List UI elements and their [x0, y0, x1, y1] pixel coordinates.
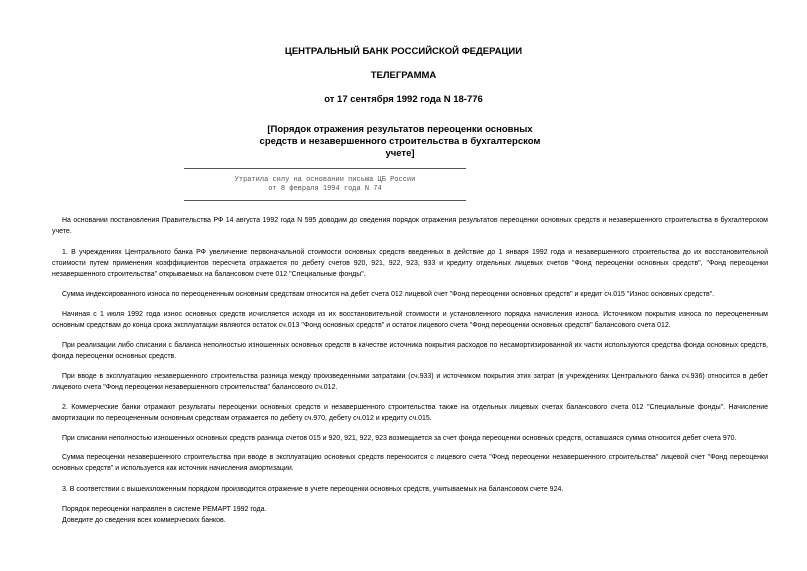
body-paragraph: На основании постановления Правительства РФ 14 августа 1992 года N 595 доводим до сведения порядок отражения результатов переоценки основных средств и незавершенного строительства в бухгалтерском учете.: [52, 217, 768, 235]
document-type: ТЕЛЕГРАММА: [370, 70, 437, 81]
status-note-line-2: от 8 февраля 1994 года N 74: [268, 185, 382, 193]
body-paragraph: Сумма переоценки незавершенного строительства при вводе в эксплуатацию основных средств переносится с лицевого счета "Фонд переоценки незавершенного строительства" лицевой счет "Фонд переоценки основных средств" и используется как источник начисления амортизации.: [52, 454, 768, 472]
body-paragraph: Сумма индексированного износа по переоцененным основным средствам относится на дебет счета 012 лицевой счет "Фонд переоценки основных средств" и кредит сч.015 "Износ основных средств".: [62, 291, 715, 298]
body-paragraph: Порядок переоценки направлен в системе РЕМАРТ 1992 года.: [62, 506, 267, 513]
body-paragraph: 3. В соответствии с вышеизложенным порядком производится отражение в учете переоценки основных средств, учитываемых на балансовом счете 924.: [62, 486, 564, 493]
body-paragraph: 1. В учреждениях Центрального банка РФ увеличение первоначальной стоимости основных средств введенных в действие до 1 января 1992 года и незавершенного строительства до их восстановительной стоимости путем применения коэффициентов пересчета отражается по дебету счетов 920, 921, 922, 923, 933 и кредиту отдельных лицевых счетов "Фонд переоценки основных средств", "Фонд переоценки незавершенного строительства" открываемых на балансовом счете 012 "Специальные фонды".: [52, 249, 768, 278]
body-paragraph: При реализации либо списании с баланса неполностью изношенных основных средств в качестве источника покрытия расходов по несамортизированной их части используются средства фонда основных средств, фонда переоценки основных средств.: [52, 342, 768, 360]
body-paragraph: 2. Коммерческие банки отражают результаты переоценки основных средств и незавершенного строительства также на отдельных лицевых счетах балансового счета 012 "Специальные фонды". Начисление амортизации по переоцененным основным средствам отражается по дебету сч.970, дебету сч.012 и кредиту сч.015.: [52, 404, 768, 422]
body-paragraph: Доведите до сведения всех коммерческих банков.: [62, 517, 226, 524]
document-date-number: от 17 сентября 1992 года N 18-776: [324, 94, 483, 105]
divider-top: [184, 168, 466, 169]
body-paragraph: При списании неполностью изношенных основных средств разница счетов 015 и 920, 921, 922, 923 возмещается за счет фонда переоценки основных средств, оставшаяся сумма относится дебет счета 970.: [62, 435, 737, 442]
divider-bottom: [184, 200, 466, 201]
document-subject: [Порядок отражения результатов переоценки основных средств и незавершенного строительства в бухгалтерском учете]: [259, 124, 541, 159]
body-paragraph: Начиная с 1 июля 1992 года износ основных средств исчисляется исходя из их восстановительной стоимости и установленного порядка начисления износа. Источником покрытия износа по переоцененным основным средствам до конца срока эксплуатации являются остаток сч.013 "Фонд основных средств" и остаток лицевого счета "Фонд переоценки основных средств" балансового счета 012.: [52, 311, 768, 329]
organization-title: ЦЕНТРАЛЬНЫЙ БАНК РОССИЙСКОЙ ФЕДЕРАЦИИ: [284, 46, 523, 57]
status-note-line-1: Утратила силу на основании письма ЦБ России: [234, 176, 416, 184]
body-paragraph: При вводе в эксплуатацию незавершенного строительства разница между произведенными затратами (сч.933) и источником покрытия этих затрат (в учреждениях Центрального банка сч.936) относится в дебет лицевого счета "Фонд переоценки незавершенного строительства" балансового сч.012.: [52, 373, 768, 391]
status-note: [184, 176, 466, 194]
